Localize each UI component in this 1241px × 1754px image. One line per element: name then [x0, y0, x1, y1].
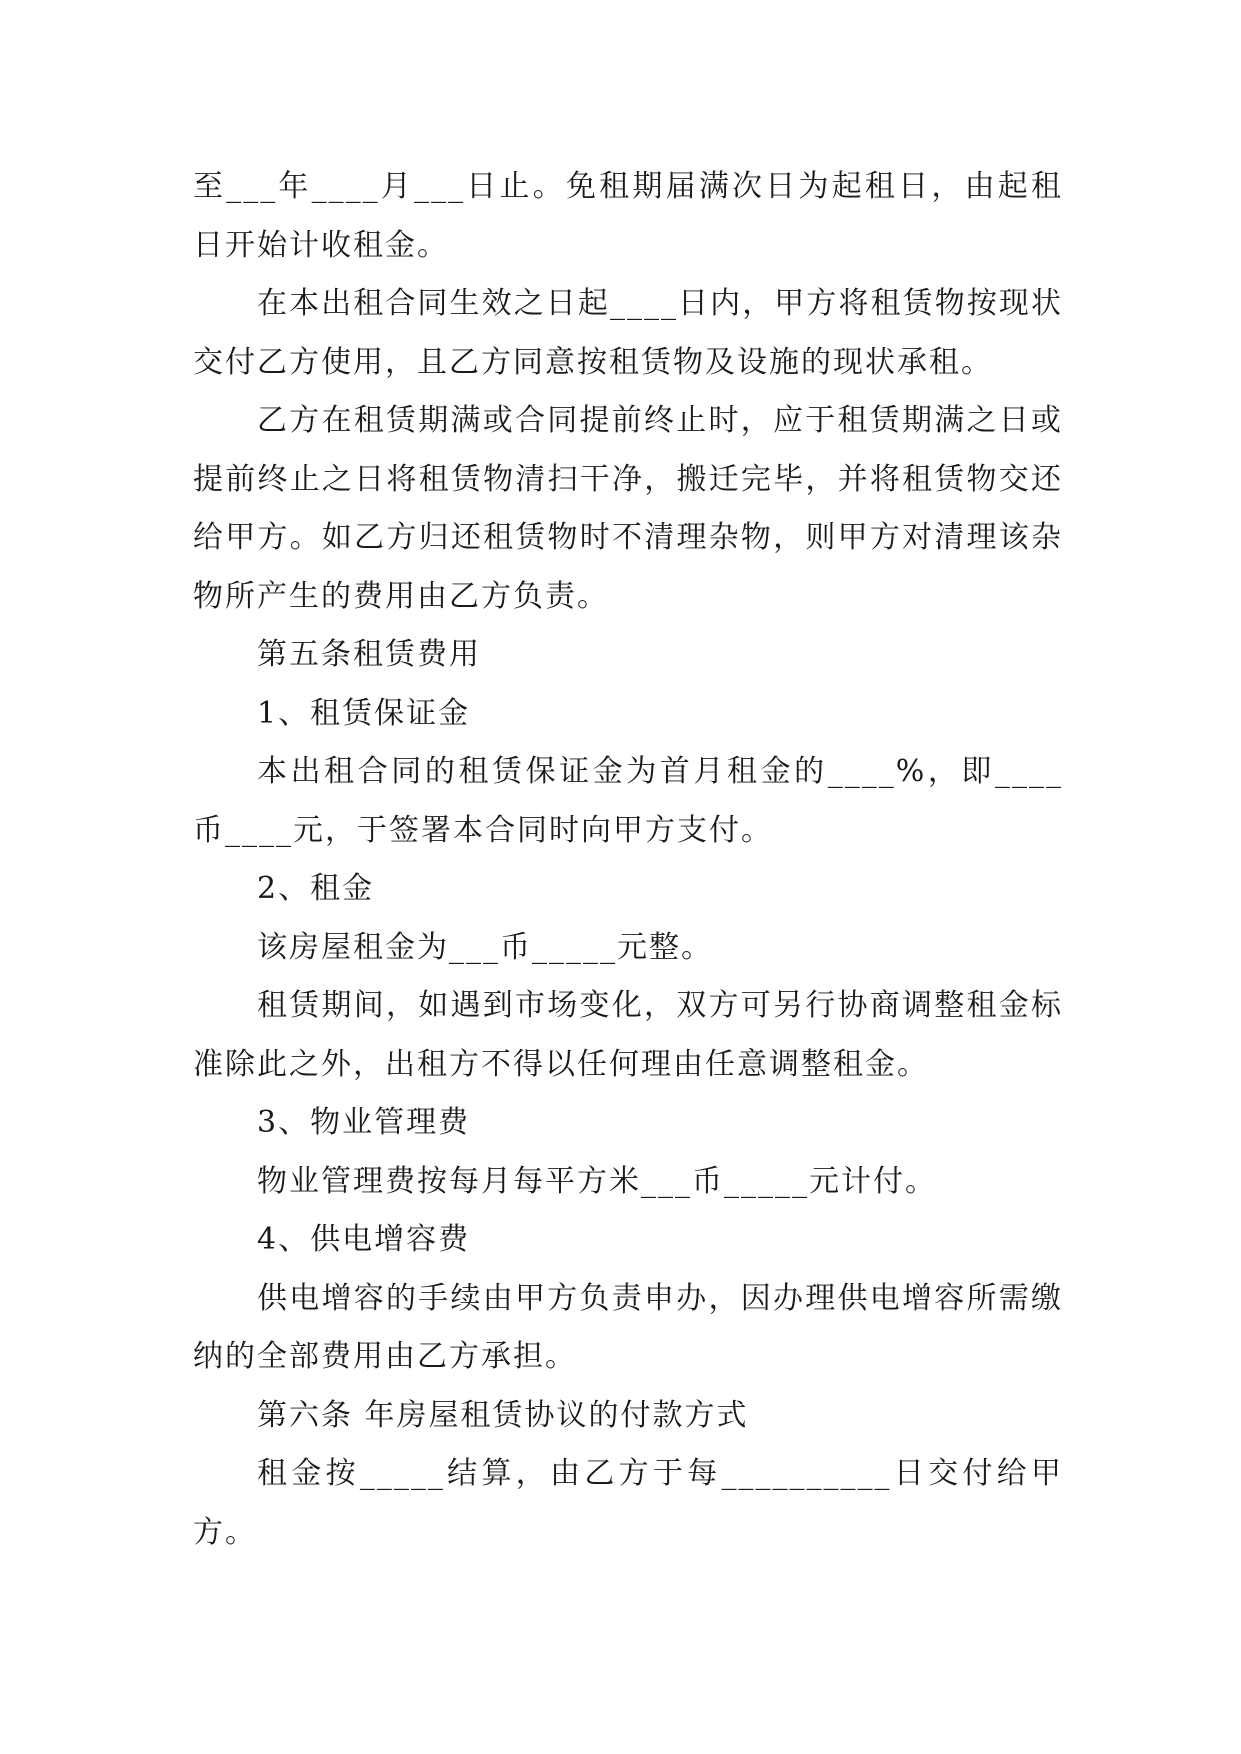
document-body [193, 158, 1063, 1562]
paragraph: 该房屋租金为___币_____元整。 [257, 929, 713, 965]
paragraph: 租赁期间，如遇到市场变化，双方可另行协商调整租金标准除此之外，出租方不得以任何理由任意调整租金。 [193, 988, 1063, 1082]
paragraph: 乙方在租赁期满或合同提前终止时，应于租赁期满之日或提前终止之日将租赁物清扫干净，搬迁完毕，并将租赁物交还给甲方。如乙方归还租赁物时不清理杂物，则甲方对清理该杂物所产生的费用由乙方负责。 [193, 403, 1063, 614]
subsection-heading: 4、供电增容费 [257, 1222, 471, 1257]
subsection-heading: 2、租金 [257, 871, 375, 906]
paragraph: 租金按_____结算，由乙方于每__________日交付给甲方。 [193, 1456, 1063, 1550]
paragraph: 至___年____月___日止。免租期届满次日为起租日，由起租日开始计收租金。 [193, 169, 1063, 263]
paragraph: 物业管理费按每月每平方米___币_____元计付。 [257, 1163, 937, 1199]
subsection-heading: 3、物业管理费 [257, 1105, 471, 1140]
paragraph: 供电增容的手续由甲方负责申办，因办理供电增容所需缴纳的全部费用由乙方承担。 [193, 1280, 1063, 1374]
section-heading: 第五条租赁费用 [257, 637, 481, 672]
paragraph: 在本出租合同生效之日起____日内，甲方将租赁物按现状交付乙方使用，且乙方同意按租赁物及设施的现状承租。 [193, 286, 1063, 380]
subsection-heading: 1、租赁保证金 [257, 695, 471, 731]
section-heading: 第六条 年房屋租赁协议的付款方式 [257, 1397, 749, 1433]
paragraph: 本出租合同的租赁保证金为首月租金的____%，即____币____元，于签署本合同时向甲方支付。 [193, 754, 1063, 848]
